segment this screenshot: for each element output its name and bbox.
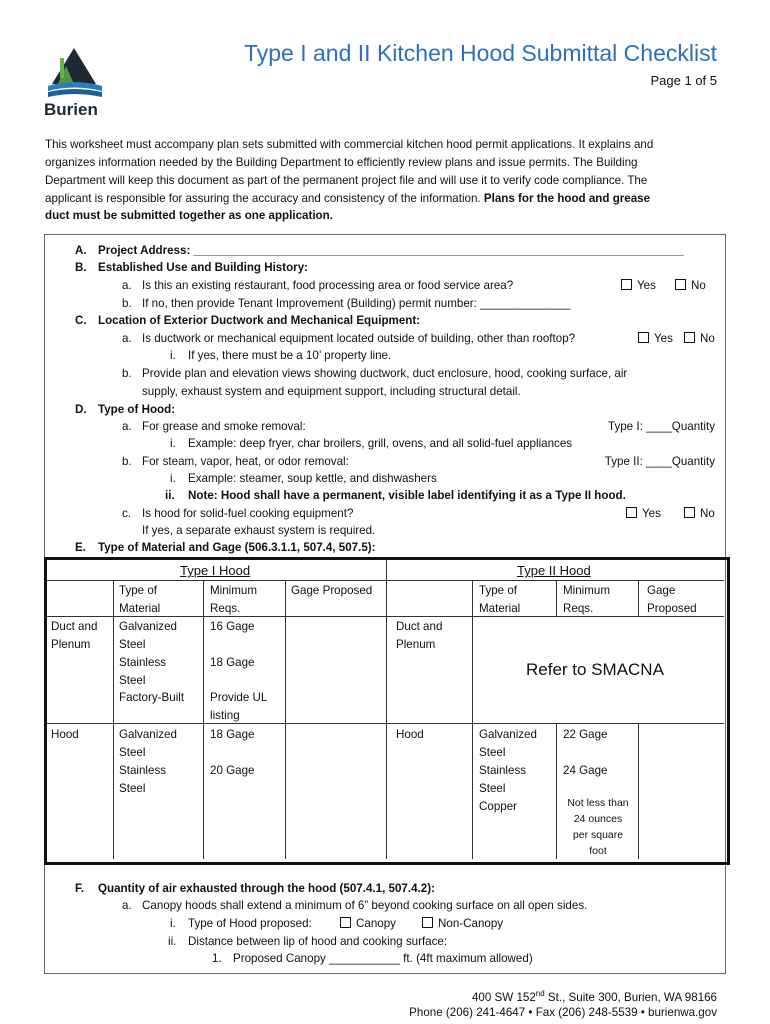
intro-line-4 xyxy=(45,192,650,205)
material-stainless-hood xyxy=(119,762,166,797)
f-a-i-label: i. xyxy=(170,917,176,930)
header-text: Reqs. xyxy=(563,601,594,615)
checkbox-icon[interactable] xyxy=(684,332,695,343)
city-logo-icon xyxy=(44,44,106,100)
col-gage-proposed-2 xyxy=(647,582,697,617)
material-text: Steel xyxy=(479,745,506,759)
req-24-gage: 24 Gage xyxy=(563,764,608,777)
header-text: Material xyxy=(479,601,521,615)
section-c-letter: C. xyxy=(75,314,87,327)
d-b-label: b. xyxy=(122,455,132,468)
section-a-letter: A. xyxy=(75,244,87,257)
header-text: Type of xyxy=(119,584,158,597)
b-a-question: Is this an existing restaurant, food processing area or food service area? xyxy=(142,279,514,292)
option-label: Non-Canopy xyxy=(438,917,504,930)
logo-text: Burien xyxy=(44,100,98,119)
b-a-no[interactable] xyxy=(675,279,706,292)
d-b-ii-label: ii. xyxy=(165,489,175,502)
col-type-material-2 xyxy=(479,582,520,617)
type2-hood-title: Type II Hood xyxy=(517,563,591,578)
f-a-ii-label: ii. xyxy=(168,935,177,948)
table-vline xyxy=(638,723,639,859)
req-text: listing xyxy=(210,708,240,722)
yes-label: Yes xyxy=(637,279,656,292)
address-text: St., Suite 300, Burien, WA 98166 xyxy=(544,990,717,1004)
req-18-gage: 18 Gage xyxy=(210,656,255,669)
section-f-heading: Quantity of air exhausted through the hood (507.4.1, 507.4.2): xyxy=(98,882,435,895)
f-a-text: Canopy hoods shall extend a minimum of 6” beyond cooking surface on all open sides. xyxy=(142,899,588,912)
material-galvanized-hood xyxy=(119,726,177,761)
tenant-permit-field[interactable]: If no, then provide Tenant Improvement (Building) permit number: ______________ xyxy=(142,297,571,310)
row-label: Plenum xyxy=(51,637,91,651)
no-label: No xyxy=(691,279,706,292)
d-a-text: For grease and smoke removal: xyxy=(142,420,306,433)
material-galvanized-2 xyxy=(479,726,537,761)
material-text: Galvanized xyxy=(119,728,178,741)
intro-line-3: Department will keep this document as part of the permanent project file and will use it to verify code compliance. The xyxy=(45,174,648,187)
row-hood: Hood xyxy=(51,728,79,741)
material-stainless xyxy=(119,654,166,689)
table-vline xyxy=(113,580,114,859)
header-text: Proposed xyxy=(647,601,697,615)
checkbox-icon[interactable] xyxy=(340,917,351,928)
table-vline xyxy=(285,580,286,859)
table-vline xyxy=(556,723,557,859)
yes-label: Yes xyxy=(654,332,673,345)
yes-label: Yes xyxy=(642,507,661,520)
material-text: Steel xyxy=(119,637,146,651)
checkbox-icon[interactable] xyxy=(422,917,433,928)
material-text: Stainless xyxy=(119,764,167,777)
c-a-label: a. xyxy=(122,332,132,345)
table-vline xyxy=(203,580,204,859)
header-text: Minimum xyxy=(210,584,258,597)
material-text: Steel xyxy=(119,745,146,759)
logo xyxy=(44,44,106,122)
d-b-i-text: Example: steamer, soup kettle, and dishwashers xyxy=(188,472,437,485)
header-text: Reqs. xyxy=(210,601,241,615)
req-ul-listing xyxy=(210,689,267,724)
f-a-ii-text: Distance between lip of hood and cooking surface: xyxy=(188,935,448,948)
refer-smacna: Refer to SMACNA xyxy=(526,660,664,679)
req-text: per square xyxy=(572,829,624,841)
address-sup: nd xyxy=(535,989,545,998)
c-a-yes[interactable] xyxy=(638,332,673,345)
checkbox-icon[interactable] xyxy=(621,279,632,290)
header-text: Material xyxy=(119,601,161,615)
header-text: Gage xyxy=(647,584,676,597)
section-e-letter: E. xyxy=(75,541,86,554)
footer-address xyxy=(472,989,717,1004)
c-a-i-label: i. xyxy=(170,349,176,362)
req-text: Not less than xyxy=(567,797,629,809)
intro-line-4b: Plans for the hood and grease xyxy=(483,192,651,205)
checkbox-icon[interactable] xyxy=(638,332,649,343)
req-20-gage: 20 Gage xyxy=(210,764,255,777)
d-a-i-label: i. xyxy=(170,437,176,450)
row-label: Duct and xyxy=(51,620,98,633)
intro-line-5: duct must be submitted together as one application. xyxy=(45,209,333,222)
req-16-gage: 16 Gage xyxy=(210,620,255,633)
material-text: Galvanized xyxy=(119,620,178,633)
table-vline xyxy=(556,580,557,616)
address-text: 400 SW 152 xyxy=(471,990,536,1004)
b-b-label: b. xyxy=(122,297,132,310)
d-b-ii-text: Note: Hood shall have a permanent, visible label identifying it as a Type II hood. xyxy=(188,489,626,502)
c-b-label: b. xyxy=(122,367,132,380)
d-b-text: For steam, vapor, heat, or odor removal: xyxy=(142,455,349,468)
row-label: Plenum xyxy=(396,637,436,651)
c-b-text-1: Provide plan and elevation views showing ductwork, duct enclosure, hood, cooking surface, air xyxy=(142,367,628,380)
section-f-letter: F. xyxy=(75,882,85,895)
type1-hood-title: Type I Hood xyxy=(180,563,251,578)
proposed-canopy-field[interactable]: Proposed Canopy ___________ ft. (4ft maximum allowed) xyxy=(233,952,533,965)
row-duct-plenum xyxy=(51,618,97,653)
f-a-label: a. xyxy=(122,899,132,912)
page-number: Page 1 of 5 xyxy=(650,73,717,88)
material-galvanized xyxy=(119,618,177,653)
row-hood-2: Hood xyxy=(396,728,424,741)
section-e-heading: Type of Material and Gage (506.3.1.1, 507.4, 507.5): xyxy=(98,541,376,554)
table-line-title xyxy=(47,580,724,581)
c-a-no[interactable] xyxy=(684,332,715,345)
type1-quantity-field[interactable]: Type I: ____Quantity xyxy=(608,420,715,433)
req-text: 24 ounces xyxy=(573,813,623,825)
req-copper xyxy=(558,795,638,859)
no-label: No xyxy=(700,332,715,345)
project-address-field[interactable]: Project Address: ____________________________________________________________________________ xyxy=(98,244,684,257)
intro-line-2: organizes information needed by the Building Department to efficiently review plans and issue permits. The Building xyxy=(45,156,638,169)
checkbox-icon[interactable] xyxy=(675,279,686,290)
row-label: Duct and xyxy=(396,620,443,633)
table-vline xyxy=(472,580,473,859)
material-text: Galvanized xyxy=(479,728,538,741)
d-a-i-text: Example: deep fryer, char broilers, grill, ovens, and all solid-fuel appliances xyxy=(188,437,573,450)
d-c-yes[interactable] xyxy=(626,507,661,520)
req-text: Provide UL xyxy=(210,691,268,704)
material-factory-built: Factory-Built xyxy=(119,691,185,704)
page-title: Type I and II Kitchen Hood Submittal Checklist xyxy=(243,40,717,66)
table-line-hood-right xyxy=(386,723,724,724)
section-d-letter: D. xyxy=(75,403,87,416)
section-b-heading: Established Use and Building History: xyxy=(98,261,309,274)
checkbox-icon[interactable] xyxy=(626,507,637,518)
col-minimum-reqs xyxy=(210,582,257,617)
c-a-question: Is ductwork or mechanical equipment located outside of building, other than rooftop? xyxy=(142,332,576,345)
f-1-label: 1. xyxy=(212,952,222,965)
section-d-heading: Type of Hood: xyxy=(98,403,176,416)
d-c-text-2: If yes, a separate exhaust system is required. xyxy=(142,524,376,537)
material-copper: Copper xyxy=(479,800,518,813)
d-c-text: Is hood for solid-fuel cooking equipment? xyxy=(142,507,354,520)
type2-quantity-field[interactable]: Type II: ____Quantity xyxy=(604,455,715,468)
non-canopy-option[interactable] xyxy=(422,917,503,930)
row-duct-plenum-2 xyxy=(396,618,442,653)
b-a-label: a. xyxy=(122,279,132,292)
header-text: Minimum xyxy=(563,584,611,597)
checkbox-icon[interactable] xyxy=(684,507,695,518)
intro-line-1: This worksheet must accompany plan sets submitted with commercial kitchen hood permit applications. It explains and xyxy=(45,138,654,151)
section-c-heading: Location of Exterior Ductwork and Mechanical Equipment: xyxy=(98,314,421,327)
b-a-yes[interactable] xyxy=(621,279,656,292)
intro-line-4a: applicant is responsible for assuring the accuracy and consistency of the information. xyxy=(45,192,484,205)
no-label: No xyxy=(700,507,715,520)
col-gage-proposed: Gage Proposed xyxy=(291,584,373,597)
material-text: Steel xyxy=(479,781,506,795)
d-a-label: a. xyxy=(122,420,132,433)
req-text: foot xyxy=(589,845,607,857)
col-type-material xyxy=(119,582,160,617)
material-text: Steel xyxy=(119,781,146,795)
option-label: Canopy xyxy=(356,917,396,930)
canopy-option[interactable] xyxy=(340,917,396,930)
d-c-label: c. xyxy=(122,507,132,520)
req-18-gage-hood: 18 Gage xyxy=(210,728,255,741)
material-text: Stainless xyxy=(479,764,527,777)
material-text: Stainless xyxy=(119,656,167,669)
table-vline xyxy=(638,580,639,616)
table-divider-center xyxy=(386,560,387,859)
d-c-no[interactable] xyxy=(684,507,715,520)
col-minimum-reqs-2 xyxy=(563,582,610,617)
req-22-gage: 22 Gage xyxy=(563,728,608,741)
section-b-letter: B. xyxy=(75,261,87,274)
c-a-i-text: If yes, there must be a 10’ property line. xyxy=(188,349,392,362)
d-b-i-label: i. xyxy=(170,472,176,485)
header-text: Type of xyxy=(479,584,518,597)
footer-contact: Phone (206) 241-4647 • Fax (206) 248-5539 • burienwa.gov xyxy=(409,1006,717,1019)
c-b-text-2: supply, exhaust system and equipment support, including structural detail. xyxy=(142,385,521,398)
material-stainless-2 xyxy=(479,762,526,797)
material-text: Steel xyxy=(119,673,146,687)
f-a-i-text: Type of Hood proposed: xyxy=(188,917,312,930)
